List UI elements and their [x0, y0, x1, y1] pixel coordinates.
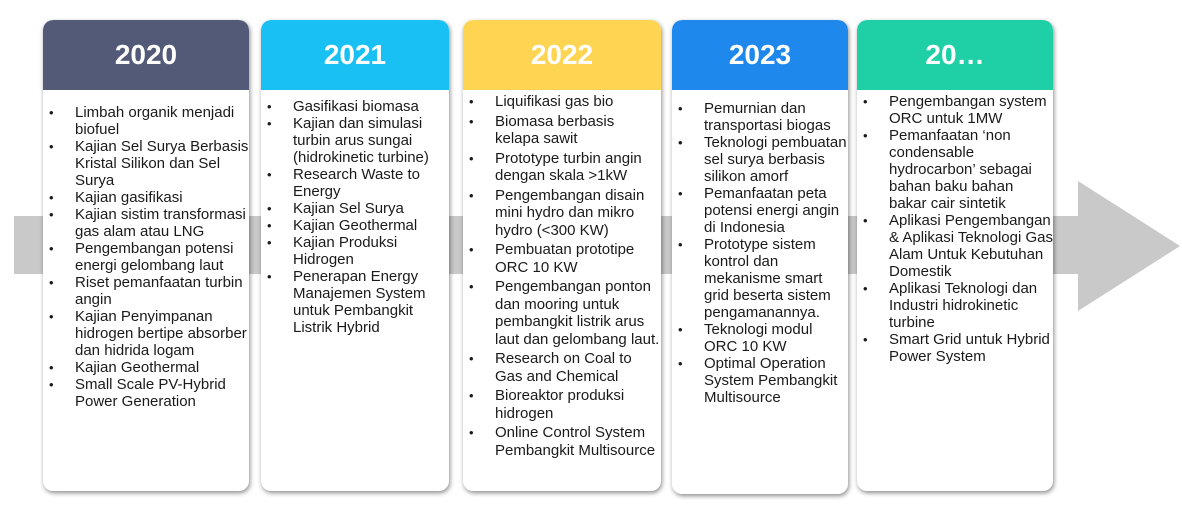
list-item: • Pengembangan disain mini hydro dan mikro hydro (<300 KW): [495, 187, 661, 240]
list-item: • Kajian Penyimpanan hidrogen bertipe absorber dan hidrida logam: [75, 308, 249, 359]
item-list: [463, 90, 661, 459]
list-item: • Aplikasi Pengembangan & Aplikasi Teknologi Gas Alam Untuk Kebutuhan Domestik: [889, 212, 1053, 280]
year-header: 20…: [857, 20, 1053, 90]
timeline-card-future: [857, 20, 1053, 491]
list-item: • Limbah organik menjadi biofuel: [75, 104, 249, 138]
list-item: • Liquifikasi gas bio: [495, 93, 661, 111]
list-item: • Teknologi modul ORC 10 KW: [704, 321, 848, 355]
list-item: • Aplikasi Teknologi dan Industri hidrokinetic turbine: [889, 280, 1053, 331]
list-item: • Pengembangan system ORC untuk 1MW: [889, 93, 1053, 127]
item-list: [43, 90, 249, 410]
list-item: • Online Control System Pembangkit Multisource: [495, 424, 661, 459]
list-item: • Kajian gasifikasi: [75, 189, 249, 206]
item-list: [857, 90, 1053, 365]
list-item: • Pemanfaatan peta potensi energi angin di Indonesia: [704, 185, 848, 236]
list-item: • Biomasa berbasis kelapa sawit: [495, 113, 661, 148]
timeline-card-2023: [672, 20, 848, 494]
list-item: • Small Scale PV-Hybrid Power Generation: [75, 376, 249, 410]
timeline-card-2022: [463, 20, 661, 491]
list-item: • Research Waste to Energy: [293, 166, 449, 200]
list-item: • Teknologi pembuatan sel surya berbasis silikon amorf: [704, 134, 848, 185]
list-item: • Prototype sistem kontrol dan mekanisme smart grid beserta sistem pengamanannya.: [704, 236, 848, 321]
timeline-card-2020: [43, 20, 249, 491]
list-item: • Prototype turbin angin dengan skala >1kW: [495, 150, 661, 185]
list-item: • Research on Coal to Gas and Chemical: [495, 350, 661, 385]
list-item: • Bioreaktor produksi hidrogen: [495, 387, 661, 422]
year-header: 2023: [672, 20, 848, 90]
list-item: • Kajian Sel Surya: [293, 200, 449, 217]
list-item: • Kajian Geothermal: [293, 217, 449, 234]
list-item: • Smart Grid untuk Hybrid Power System: [889, 331, 1053, 365]
list-item: • Optimal Operation System Pembangkit Multisource: [704, 355, 848, 406]
year-header: 2020: [43, 20, 249, 90]
list-item: • Kajian Geothermal: [75, 359, 249, 376]
timeline-card-2021: [261, 20, 449, 491]
list-item: • Riset pemanfaatan turbin angin: [75, 274, 249, 308]
list-item: • Kajian Produksi Hidrogen: [293, 234, 449, 268]
item-list: [261, 90, 449, 336]
list-item: • Pembuatan prototipe ORC 10 KW: [495, 241, 661, 276]
list-item: • Penerapan Energy Manajemen System untuk Pembangkit Listrik Hybrid: [293, 268, 449, 336]
list-item: • Pemanfaatan ‘non condensable hydrocarbon’ sebagai bahan baku bahan bakar cair sintetik: [889, 127, 1053, 212]
list-item: • Pengembangan ponton dan mooring untuk pembangkit listrik arus laut dan gelombang laut.: [495, 278, 661, 348]
list-item: • Kajian sistim transformasi gas alam atau LNG: [75, 206, 249, 240]
list-item: • Pemurnian dan transportasi biogas: [704, 100, 848, 134]
timeline-arrow-head: [1078, 181, 1180, 311]
item-list: [672, 90, 848, 406]
list-item: • Kajian Sel Surya Berbasis Kristal Silikon dan Sel Surya: [75, 138, 249, 189]
year-header: 2021: [261, 20, 449, 90]
list-item: • Gasifikasi biomasa: [293, 98, 449, 115]
list-item: • Pengembangan potensi energi gelombang laut: [75, 240, 249, 274]
list-item: • Kajian dan simulasi turbin arus sungai (hidrokinetic turbine): [293, 115, 449, 166]
year-header: 2022: [463, 20, 661, 90]
